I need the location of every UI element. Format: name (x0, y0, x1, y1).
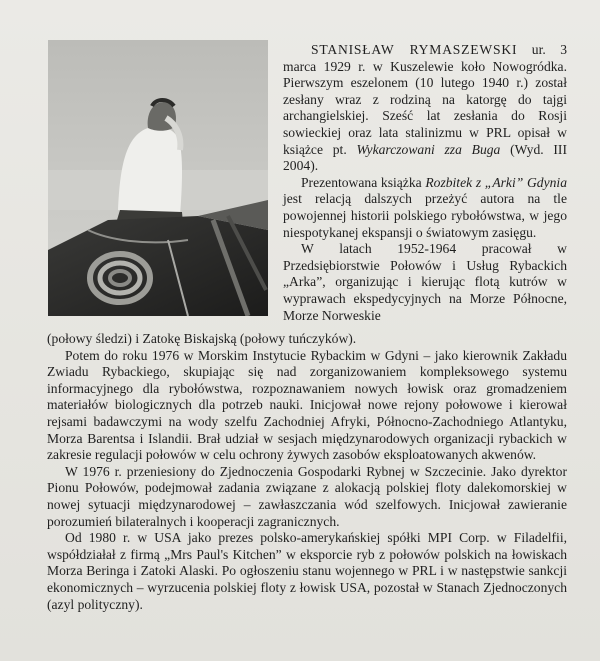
book-title: Rozbitek z „Arki” Gdynia (425, 174, 567, 190)
bio-paragraph-6: Od 1980 r. w USA jako prezes polsko-amerykańskiej spółki MPI Corp. w Filadelfii, współdziałał z firmą „Mrs Paul's Kitchen” w eksporcie ryb z połowów polskich na łowiskach Morza Beringa i Zatoki Alaski. Po ogłoszeniu stanu wojennego w PRL i w następstwie sankcji ekonomicznych – wyrzucenia polskiej floty z łowisk USA, pozostał w Stanach Zjednoczonych (azyl polityczny). (47, 530, 567, 612)
bio-paragraph-5: W 1976 r. przeniesiony do Zjednoczenia Gospodarki Rybnej w Szczecinie. Jako dyrektor Pionu Połowów, podejmował zadania związane z alokacją polskiej floty dalekomorskiej w nowej sytuacji międzynarodowej – zawłaszczania wód szelfowych. Inicjował zawieranie porozumień bilateralnych i kooperacji zagranicznych. (47, 463, 567, 529)
bio-paragraph-3: W latach 1952-1964 pracował w Przedsiębiorstwie Połowów i Usług Rybackich „Arka”, organizując i kierując flotą kutrów w wyprawach ekspedycyjnych na Morze Północne, Morze Norweskie (283, 241, 567, 323)
bio-full-width (47, 331, 567, 613)
author-photo-image (48, 40, 268, 316)
bio-paragraph-2: Prezentowana książka Rozbitek z „Arki” Gdynia jest relacją dalszych przeżyć autora na tle powojennej historii polskiego rybołówstwa, w jego niespotykanej ekspansji o światowym zasięgu. (283, 174, 567, 240)
author-photo (48, 40, 268, 316)
book-title: Wykarczowani zza Buga (356, 141, 501, 157)
bio-paragraph-1: STANISŁAW RYMASZEWSKI ur. 3 marca 1929 r. w Kuszelewie koło Nowogródka. Pierwszym eszelonem (10 lutego 1940 r.) został zesłany wraz z rodziną na katorgę do tajgi archangielskiej. Sześć lat zesłania do Rosji sowieckiej oraz lata stalinizmu w PRL opisał w książce pt. Wykarczowani zza Buga (Wyd. III 2004). (283, 42, 567, 174)
bio-paragraph-4: Potem do roku 1976 w Morskim Instytucie Rybackim w Gdyni – jako kierownik Zakładu Zwiadu Rybackiego, skupiając się nad zorganizowaniem kompleksowego systemu informacyjnego dla rybołówstwa, rozpoznawaniem nowych łowisk oraz gromadzeniem materiałów biologicznych dla potrzeb nauki. Inicjował nowe rejony połowowe i kierował rejsami badawczymi na wody szelfu Zachodniej Afryki, Północno-Zachodniego Atlantyku, Morza Barentsa i Islandii. Brał udział w sesjach międzynarodowych organizacji rybackich w zakresie regulacji połowów w celu ochrony żywych zasobów eksploatowanych akwenów. (47, 347, 567, 463)
author-name: STANISŁAW RYMASZEWSKI (311, 42, 518, 57)
bio-paragraph-3-continued: (połowy śledzi) i Zatokę Biskajską (połowy tuńczyków). (47, 331, 357, 346)
bio-right-column (283, 42, 567, 324)
